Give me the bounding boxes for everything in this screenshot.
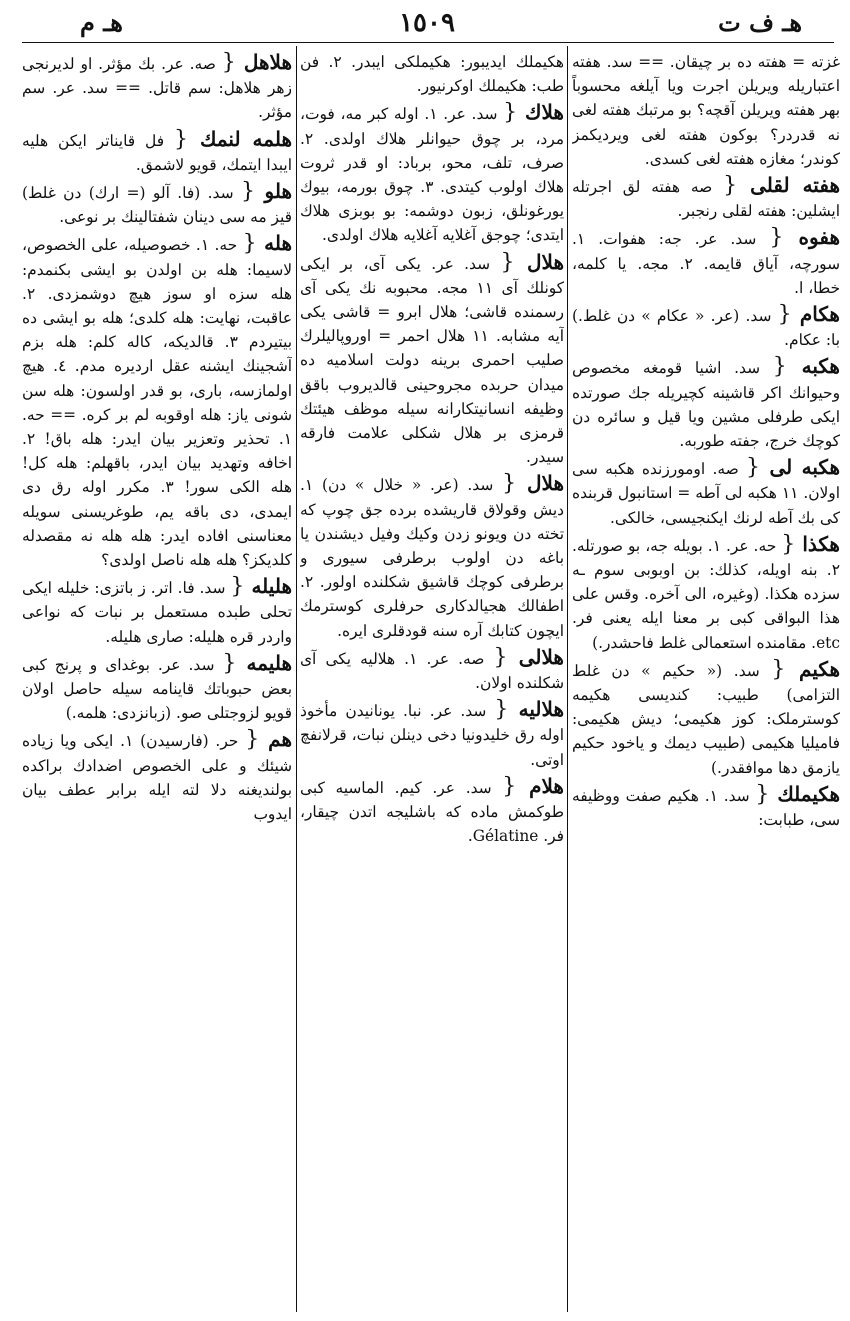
entry-headword: هکام { <box>778 302 840 326</box>
entry-definition: سد. (عر. « عکام » دن غلط.) با: عکام. <box>572 307 840 350</box>
page-number: ١٥٠٩ <box>399 8 455 38</box>
entry-definition: سد. عر. جه: هفوات. ١. سورچه، آیاق قایمه. ٢. مجه. یا کلمه، خطا، ا. <box>572 230 840 297</box>
dictionary-entry <box>572 302 840 352</box>
page-header <box>22 6 832 40</box>
entry-headword: هفته لقلی { <box>723 173 840 197</box>
header-letters-right: هـ ف ت <box>718 8 802 37</box>
dictionary-entry <box>300 774 564 849</box>
dictionary-entry <box>572 225 840 300</box>
dictionary-entry <box>572 50 840 171</box>
dictionary-entry <box>300 250 564 470</box>
entry-definition: حر. (فارسیدن) ١. ایکی ویا زیاده شیئك و علی الخصوص اضدادك براکده بولندیغنه دلا لته ایله برابر عطف بیان ایدوب <box>22 732 292 824</box>
entry-headword: هلام { <box>502 774 564 798</box>
dictionary-entry <box>300 645 564 695</box>
entry-headword: هلالیه { <box>494 697 564 721</box>
column-middle <box>300 50 564 1312</box>
entry-headword: هکبه لی { <box>746 455 840 479</box>
dictionary-entry <box>22 179 292 229</box>
entry-definition: سد. ١. هکیم صفت ووظیفه سی، طبابت: <box>572 786 840 830</box>
entry-definition: سد. فا. اتر. ز باتزی: خلیله ایکی تحلی طبده مستعمل بر نبات که نواعی واردر قره هلیله: صاری هلیله. <box>22 579 292 646</box>
entry-headword: هلاك { <box>503 100 564 124</box>
entry-definition: فل قایناتر ایکن هلیه ایبدا ایتمك، قویو لاشمق. <box>22 131 292 174</box>
entry-definition: حه. ١. خصوصیله، علی الخصوص، لاسیما: هله بن اولدن بو ایشی بکنمدم: هله سزه او سوز هیچ دوشمزدی. ٢. عاقبت، نهایت: هله کلدی؛ هله بو ایشی ده بیتیردم ٣. قالدیکه، کاله کلم: هله بزم آشجینك ایشنه عقل اردیره مدم. ٤. هیچ اولمازسه، باری، بو قدر اولسون: هله سن شونی یاز: هله اوقوبه لم بر کره. == حه. ١. تحذیر وتعزیر بیان ایدر: هله باق! ٢. اخافه وتهدید بیان ایدر، باقهلم: هله کل! هله الکی سور! ٣. مکرر اوله رق دی ایمدی، دی باقه یم، طوغریسنی سویله معناسنی افاده ایدر: هله هله نه مقصدله کلدیکز؟ هله هله ناصل اولدی؟ <box>22 236 292 570</box>
entry-headword: هلالی { <box>494 645 564 669</box>
dictionary-entry <box>572 354 840 453</box>
entry-headword: هکیملك { <box>755 782 840 806</box>
entry-definition: صه. عر. بك مؤثر. او لدیرنجی زهر هلاهل: سم قاتل. == سد. عر. سم مؤثر. <box>22 55 292 122</box>
column-divider <box>567 46 568 1312</box>
entry-definition: غزته = هفته ده بر چیقان. == سد. هفته اعتباریله ویریلن اجرت ویا آیلغه محسوباً بهر هفته ویریلن آقچه؟ بو مرتبك هفته لغی نه قدردر؟ بوکون هفته لغی ویردیکمز کوندر؛ مغازه هفته لغی کسدی. <box>572 53 840 168</box>
entry-headword: هکیم { <box>771 657 840 681</box>
dictionary-entry <box>22 574 292 649</box>
entry-definition: سد. عر. بوغدای و پرنج کبی بعض حبوباتك قاینامه سیله حاصل اولان قویو لزوجتلی صو. (زبانزدی: هلمه.) <box>22 655 292 723</box>
entry-definition: سد. (« حکیم » دن غلط التزامی) طبیب: کندیسی هکیمه کوسترملک: کوز هکیمی؛ دیش هکیمی: فامیلیا هکیمی (طبیب دیمك و یاخود حکیم یازمق دها موافقدر.) <box>572 661 840 777</box>
column-right <box>572 50 840 1312</box>
entry-headword: هلیمه { <box>222 651 292 675</box>
entry-definition: صه. عر. ١. هلالیه یکی آی شکلنده اولان. <box>300 649 564 693</box>
dictionary-entry <box>300 50 564 98</box>
entry-headword: هکذا { <box>781 532 840 556</box>
entry-definition: سد. اشیا قومغه مخصوص وحیوانك اکر قاشینه کچیریله جك صورتده ایکی طرفلی مشین ویا قیل و سائره دن کوچك خرج، جفته طوربه. <box>572 359 840 451</box>
entry-definition: سد. عر. ١. اوله کبر مه، فوت، مرد، بر چوق حیوانلر هلاك اولدی. ٢. صرف، تلف، محو، برباد: او قدر ثروت هلاك اولوب کیتدی. ٣. چوق بورمه، بیوك یورغونلق، زبون دوشمه: بو بوبزی هلاك ایتدی؛ چوجق آغلایه آغلایه هلاك اولدی. <box>300 105 564 245</box>
dictionary-entry <box>22 651 292 726</box>
column-left <box>22 50 292 1312</box>
entry-headword: هلال { <box>502 471 564 495</box>
entry-headword: هفوه { <box>769 225 840 249</box>
entry-definition: صه هفته لق اجرتله ایشلین: هفته لقلی رنجبر. <box>572 178 840 221</box>
dictionary-entry <box>572 532 840 655</box>
entry-definition: سد. (عر. « خلال » دن) ١. دیش وقولاق قاریشده برده جق چوپ که تخته دن ویونو زدن وکیك وفیل دیشندن یا باغه دن اولوب برطرفی سیوری و برطرفی کوچك قاشیق شکلنده اولور. ٢. اطفالك هجیالدکاری حرفلری کوسترمك ایچون کتابك آره سنه قودقلری ایره. <box>300 476 564 640</box>
dictionary-entry <box>22 231 292 572</box>
header-rule <box>22 42 834 43</box>
entry-headword: هلو { <box>241 179 292 203</box>
entry-definition: هکیملك ایدیبور: هکیملکی ایبدر. ٢. فن طب: هکیملك اوکرنیور. <box>300 53 564 96</box>
entry-headword: هلیله { <box>230 574 292 598</box>
entry-headword: هلمه لنمك { <box>174 127 292 151</box>
dictionary-entry <box>22 127 292 177</box>
entry-headword: هکبه { <box>773 354 840 378</box>
entry-headword: هم { <box>245 727 292 751</box>
entry-definition: صه. اومورزنده هکبه سی اولان. ١١ هکبه لی آطه = استانبول قربنده کی بك آطه لرنك ایکنجیسی، خالکی. <box>572 460 840 527</box>
entry-definition: سد. (فا. آلو (= ارك) دن غلط) قیز مه سی دینان شفتالینك بر نوعی. <box>22 184 292 227</box>
dictionary-entry <box>572 782 840 832</box>
entry-definition: سد. عر. نبا. یونانیدن مأخوذ اوله رق خلیدونیا دخی دینلن نبات، قرلانفچ اوتی. <box>300 702 564 769</box>
entry-definition: سد. عر. کیم. الماسیه کبی طوکمش ماده که باشلیجه اتدن چیقار، فر. Gélatine. <box>300 778 564 846</box>
header-letters-left: هـ م <box>80 8 123 37</box>
dictionary-entry <box>22 727 292 826</box>
entry-definition: سد. عر. یکی آی، بر ایکی کونلك آی ١١ مجه. محبوبه نك یکی آی رسمنده قاشی؛ هلال ابرو = قاشی یکی آیه مشابه. ١١ هلال احمر = اوروپالیلرك صلیب احمری برینه دولت اسلامیه ده میدان حربده مجروحینی قالدیروب باقق وظیفه انسانیتکارانه سیله موظف هیئتك قرمزی بر هلال شکلی علامت فارقه سیدر. <box>300 254 564 467</box>
dictionary-entry <box>572 657 840 780</box>
dictionary-entry <box>572 455 840 530</box>
dictionary-entry <box>22 50 292 125</box>
entry-headword: هله { <box>243 231 292 255</box>
dictionary-entry <box>300 697 564 772</box>
column-divider <box>296 46 297 1312</box>
dictionary-entry <box>300 471 564 642</box>
dictionary-entry <box>300 100 564 247</box>
entry-headword: هلاهل { <box>222 50 292 74</box>
entry-headword: هلال { <box>500 250 564 274</box>
entry-definition: حه. عر. ١. بویله جه، بو صورتله. ٢. بنه اویله، کذلك: بن اوبوبی سوم ـه سزده هکذا. (وغیره، الی آخره. وقس علی هذا البواقی کبی بر معنا ایله یعنی فر. etc. مقامنده استعمالی غلط فاحشدر.) <box>572 536 840 652</box>
dictionary-entry <box>572 173 840 223</box>
